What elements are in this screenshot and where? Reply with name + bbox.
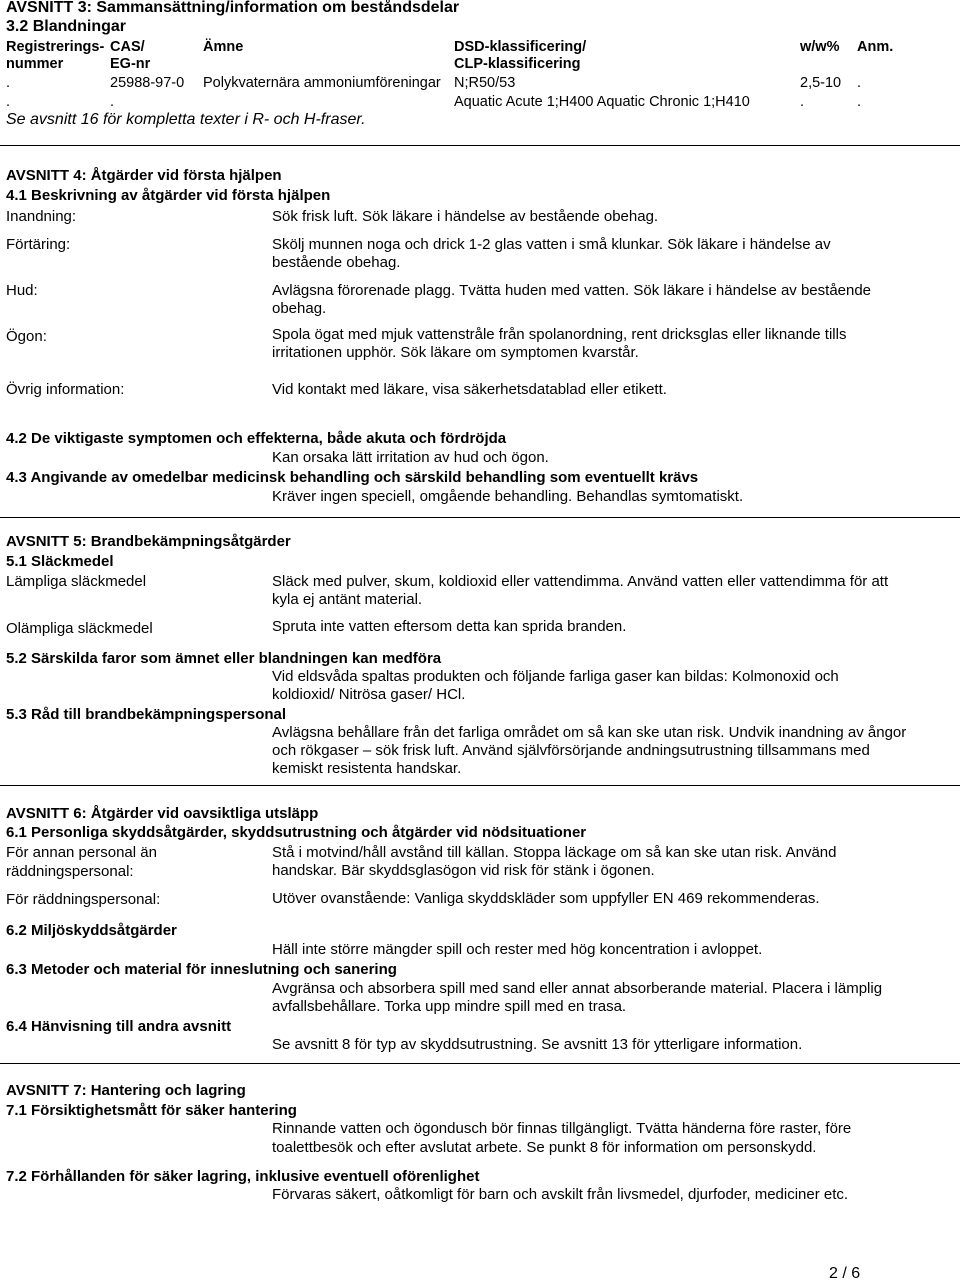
row1-anm: . — [857, 75, 862, 91]
ovrig-label: Övrig information: — [6, 381, 125, 398]
section-5-heading: AVSNITT 5: Brandbekämpningsåtgärder — [6, 533, 291, 550]
raddningspersonal-text: Utöver ovanstående: Vanliga skyddskläder som uppfyller EN 469 rekommenderas. — [272, 890, 820, 907]
section-5-2-subheading: 5.2 Särskilda faror som ämnet eller blandningen kan medföra — [6, 650, 442, 667]
section-6-3-text-line2: avfallsbehållare. Torka upp mindre spill med en trasa. — [272, 998, 627, 1015]
col-header-reg-line2: nummer — [6, 56, 64, 72]
fortaring-text-line1: Skölj munnen noga och drick 1-2 glas vatten i små klunkar. Sök läkare i händelse av — [272, 236, 831, 253]
row2-anm: . — [857, 94, 862, 110]
ogon-text-line2: irritationen upphör. Sök läkare om symptomen kvarstår. — [272, 344, 639, 361]
inandning-text: Sök frisk luft. Sök läkare i händelse av bestående obehag. — [272, 208, 659, 225]
section-6-4-text: Se avsnitt 8 för typ av skyddsutrustning. Se avsnitt 13 för ytterligare information. — [272, 1036, 803, 1053]
hud-text-line1: Avlägsna förorenade plagg. Tvätta huden med vatten. Sök läkare i händelse av bestående — [272, 282, 872, 299]
section-divider — [0, 1063, 960, 1064]
row1-dsd: N;R50/53 — [454, 75, 516, 91]
section-7-1-text-line2: toalettbesök och efter avslutat arbete. Se punkt 8 för information om personskydd. — [272, 1139, 817, 1156]
inandning-label: Inandning: — [6, 208, 77, 225]
col-header-cas-line2: EG-nr — [110, 56, 151, 72]
col-header-amne: Ämne — [203, 39, 244, 55]
col-header-ww: w/w% — [800, 39, 840, 55]
lampliga-text-line1: Släck med pulver, skum, koldioxid eller vattendimma. Använd vatten eller vattendimma för att — [272, 573, 889, 590]
col-header-dsd-line1: DSD-klassificering/ — [454, 39, 587, 55]
hud-text-line2: obehag. — [272, 300, 327, 317]
section-7-2-text: Förvaras säkert, oåtkomligt för barn och avskilt från livsmedel, djurfoder, mediciner etc. — [272, 1186, 849, 1203]
ogon-text-line1: Spola ögat med mjuk vattenstråle från spolanordning, rent dricksglas eller liknande tills — [272, 326, 847, 343]
col-header-reg-line1: Registrerings- — [6, 39, 105, 55]
annan-personal-label-line1: För annan personal än — [6, 844, 157, 861]
row2-reg: . — [6, 94, 11, 110]
section-4-1-subheading: 4.1 Beskrivning av åtgärder vid första hjälpen — [6, 187, 331, 204]
row1-cas: 25988-97-0 — [110, 75, 185, 91]
section-3-2-subheading: 3.2 Blandningar — [6, 18, 127, 35]
section-5-2-text-line2: koldioxid/ Nitrösa gaser/ HCl. — [272, 686, 466, 703]
annan-personal-label-line2: räddningspersonal: — [6, 863, 134, 880]
fortaring-text-line2: bestående obehag. — [272, 254, 401, 271]
section-7-2-subheading: 7.2 Förhållanden för säker lagring, inklusive eventuell oförenlighet — [6, 1168, 480, 1185]
hud-label: Hud: — [6, 282, 38, 299]
r-h-phrases-note: Se avsnitt 16 för kompletta texter i R- och H-fraser. — [6, 111, 366, 128]
section-6-2-subheading: 6.2 Miljöskyddsåtgärder — [6, 922, 177, 939]
section-5-1-subheading: 5.1 Släckmedel — [6, 553, 114, 570]
row2-ww: . — [800, 94, 805, 110]
ovrig-text: Vid kontakt med läkare, visa säkerhetsdatablad eller etikett. — [272, 381, 667, 398]
section-7-1-text-line1: Rinnande vatten och ögondusch bör finnas tillgängligt. Tvätta händerna före raster, före — [272, 1120, 852, 1137]
section-6-2-text: Häll inte större mängder spill och rester med hög koncentration i avloppet. — [272, 941, 763, 958]
section-divider — [0, 785, 960, 786]
row1-amne: Polykvaternära ammoniumföreningar — [203, 75, 441, 91]
row1-reg: . — [6, 75, 11, 91]
section-5-3-subheading: 5.3 Råd till brandbekämpningspersonal — [6, 706, 287, 723]
section-3-heading: AVSNITT 3: Sammansättning/information om beståndsdelar — [6, 0, 460, 16]
raddningspersonal-label: För räddningspersonal: — [6, 891, 161, 908]
section-6-1-subheading: 6.1 Personliga skyddsåtgärder, skyddsutrustning och åtgärder vid nödsituationer — [6, 824, 587, 841]
section-7-1-subheading: 7.1 Försiktighetsmått för säker hantering — [6, 1102, 297, 1119]
page-number: 2 / 6 — [829, 1265, 861, 1282]
fortaring-label: Förtäring: — [6, 236, 71, 253]
section-5-3-text-line3: kemiskt resistenta handskar. — [272, 760, 462, 777]
section-7-heading: AVSNITT 7: Hantering och lagring — [6, 1082, 246, 1099]
section-6-4-subheading: 6.4 Hänvisning till andra avsnitt — [6, 1018, 232, 1035]
annan-personal-text-line2: handskar. Bär skyddsglasögon vid risk för stänk i ögonen. — [272, 862, 655, 879]
section-6-heading: AVSNITT 6: Åtgärder vid oavsiktliga utsläpp — [6, 805, 319, 822]
section-5-3-text-line1: Avlägsna behållare från det farliga området om så kan ske utan risk. Undvik inandning av ångor — [272, 724, 907, 741]
row1-ww: 2,5-10 — [800, 75, 842, 91]
section-divider — [0, 145, 960, 146]
section-divider — [0, 517, 960, 518]
row2-dsd: Aquatic Acute 1;H400 Aquatic Chronic 1;H410 — [454, 94, 750, 110]
ogon-label: Ögon: — [6, 328, 47, 345]
section-4-2-subheading: 4.2 De viktigaste symptomen och effekterna, både akuta och fördröjda — [6, 430, 507, 447]
lampliga-text-line2: kyla ej antänt material. — [272, 591, 423, 608]
section-4-3-subheading: 4.3 Angivande av omedelbar medicinsk behandling och särskild behandling som eventuellt krävs — [6, 469, 699, 486]
section-5-3-text-line2: och rökgaser – sök frisk luft. Använd självförsörjande andningsutrustning tillsammans med — [272, 742, 870, 759]
lampliga-label: Lämpliga släckmedel — [6, 573, 147, 590]
col-header-dsd-line2: CLP-klassificering — [454, 56, 581, 72]
col-header-cas-line1: CAS/ — [110, 39, 145, 55]
olampliga-label: Olämpliga släckmedel — [6, 620, 153, 637]
section-6-3-subheading: 6.3 Metoder och material för inneslutning och sanering — [6, 961, 397, 978]
annan-personal-text-line1: Stå i motvind/håll avstånd till källan. Stoppa läckage om så kan ske utan risk. Använd — [272, 844, 837, 861]
section-5-2-text-line1: Vid eldsvåda spaltas produkten och följande farliga gaser kan bildas: Kolmonoxid och — [272, 668, 839, 685]
olampliga-text: Spruta inte vatten eftersom detta kan sprida branden. — [272, 618, 627, 635]
section-4-heading: AVSNITT 4: Åtgärder vid första hjälpen — [6, 167, 282, 184]
col-header-anm: Anm. — [857, 39, 894, 55]
section-4-3-text: Kräver ingen speciell, omgående behandling. Behandlas symtomatiskt. — [272, 488, 744, 505]
section-6-3-text-line1: Avgränsa och absorbera spill med sand eller annat absorberande material. Placera i lämplig — [272, 980, 883, 997]
section-4-2-text: Kan orsaka lätt irritation av hud och ögon. — [272, 449, 549, 466]
row2-cas: . — [110, 94, 115, 110]
